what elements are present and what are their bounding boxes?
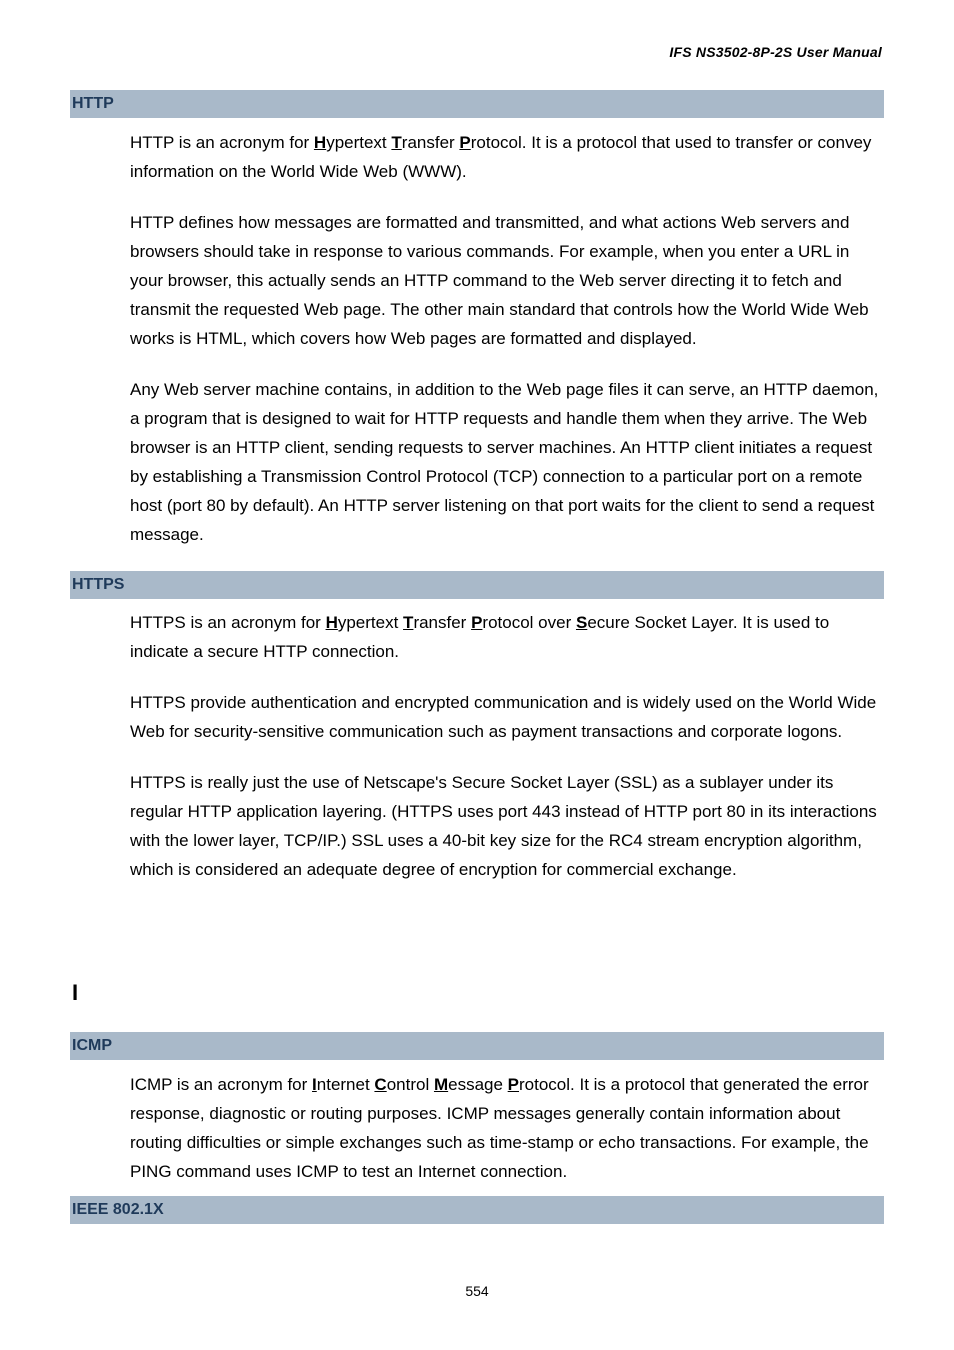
- text-run: ypertext: [337, 613, 404, 632]
- https-paragraph-1: [130, 608, 884, 666]
- text-run: ecure Socket Layer. It is used to indicate a secure HTTP connection.: [130, 613, 830, 661]
- text-run: ransfer: [413, 613, 472, 632]
- https-paragraph-3: HTTPS is really just the use of Netscape's Secure Socket Layer (SSL) as a sublayer under its regular HTTP application layering. (HTTPS uses port 443 instead of HTTP port 80 in its interactions with the lower layer, TCP/IP.) SSL uses a 40-bit key size for the RC4 stream encryption algorithm, which is considered an adequate degree of encryption for commercial exchange.: [130, 773, 877, 879]
- text-run: HTTPS is an acronym for: [130, 613, 326, 632]
- http-body: [130, 128, 884, 549]
- section-heading-icmp: ICMP: [70, 1032, 884, 1060]
- text-run: rotocol. It is a protocol that used to transfer or convey information on the World Wide Web (WWW).: [130, 133, 872, 181]
- section-heading-http: HTTP: [70, 90, 884, 118]
- page-number: 554: [465, 1283, 489, 1299]
- acronym-letter: I: [312, 1075, 317, 1094]
- text-run: essage: [448, 1075, 508, 1094]
- text-run: rotocol. It is a protocol that generated the error response, diagnostic or routing purposes. ICMP messages generally contain information about routing difficulties or simple exchanges such as time-stamp or echo transactions. For example, the PING command uses ICMP to test an Internet connection.: [130, 1075, 869, 1181]
- http-paragraph-1: [130, 128, 884, 186]
- acronym-letter: M: [433, 1075, 449, 1094]
- http-paragraph-2: HTTP defines how messages are formatted and transmitted, and what actions Web servers and browsers should take in response to various commands. For example, when you enter a URL in your browser, this actually sends an HTTP command to the Web server directing it to fetch and transmit the requested Web page. The other main standard that controls how the World Wide Web works is HTML, which covers how Web pages are formatted and displayed.: [130, 213, 869, 348]
- acronym-letter: H: [313, 133, 327, 152]
- acronym-letter: T: [403, 613, 414, 632]
- section-heading-ieee-8021x: IEEE 802.1X: [70, 1196, 884, 1224]
- text-run: ypertext: [326, 133, 392, 152]
- icmp-paragraph-1: [130, 1070, 884, 1186]
- section-heading-https: HTTPS: [70, 571, 884, 599]
- http-paragraph-3: Any Web server machine contains, in addition to the Web page files it can serve, an HTTP daemon, a program that is designed to wait for HTTP requests and handle them when they arrive. The Web browser is an HTTP client, sending requests to server machines. An HTTP client initiates a request by establishing a Transmission Control Protocol (TCP) connection to a particular port on a remote host (port 80 by default). An HTTP server listening on that port waits for the client to send a request message.: [130, 380, 879, 544]
- acronym-letter: T: [391, 133, 402, 152]
- text-run: ontrol: [386, 1075, 434, 1094]
- text-run: ransfer: [401, 133, 460, 152]
- https-body: [130, 608, 884, 884]
- text-run: HTTP is an acronym for: [130, 133, 314, 152]
- icmp-body: [130, 1070, 884, 1186]
- acronym-letter: S: [575, 613, 588, 632]
- acronym-letter: P: [507, 1075, 520, 1094]
- text-run: ICMP is an acronym for: [130, 1075, 313, 1094]
- letter-heading: I: [72, 980, 79, 1005]
- text-run: nternet: [316, 1075, 375, 1094]
- page-header: IFS NS3502-8P-2S User Manual: [669, 44, 882, 60]
- https-paragraph-2: HTTPS provide authentication and encrypted communication and is widely used on the World Wide Web for security-sensitive communication such as payment transactions and corporate logons.: [130, 693, 877, 741]
- acronym-letter: P: [471, 613, 483, 632]
- acronym-letter: H: [325, 613, 338, 632]
- acronym-letter: C: [374, 1075, 387, 1094]
- acronym-letter: P: [459, 133, 471, 152]
- text-run: rotocol over: [482, 613, 576, 632]
